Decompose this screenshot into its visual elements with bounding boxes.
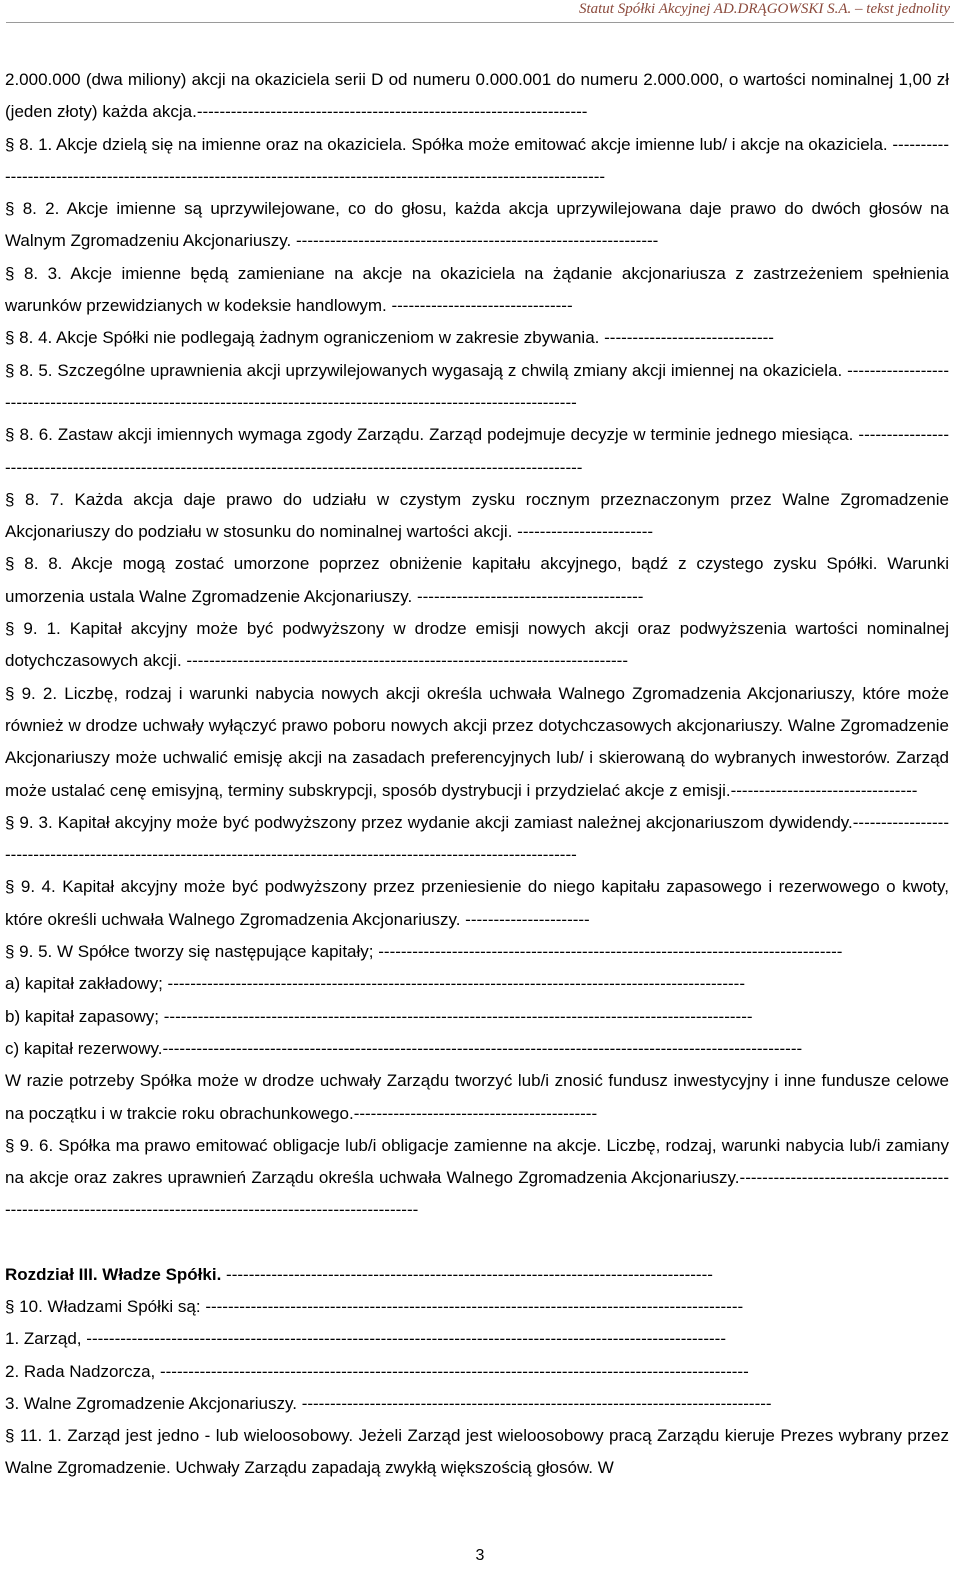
dash-filler: ------------------------------------------- <box>353 1103 598 1123</box>
dash-filler: ------------------------------------------------------------------------------------------------------ <box>167 974 745 994</box>
paragraph-text: 2.000.000 (dwa miliony) akcji na okaziciela serii D od numeru 0.000.001 do numeru 2.000.000, o wartości nominalnej 1,00 zł (jeden złoty) każda akcja. <box>5 70 949 122</box>
paragraph-text: § 8. 8. Akcje mogą zostać umorzone poprzez obniżenie kapitału akcyjnego, bądź z czystego zysku Spółki. Warunki umorzenia ustala Walne Zgromadzenie Akcjonariuszy. <box>5 554 949 606</box>
dash-filler: ----------------------------------------------------------------------------------------------- <box>205 1296 744 1316</box>
paragraph <box>5 419 949 484</box>
paragraph <box>5 871 949 936</box>
authorities-item <box>5 1291 949 1323</box>
paragraph <box>5 1130 949 1227</box>
dash-filler: -------------------------------------------------------------------------------------------------------- <box>163 1006 753 1026</box>
paragraph-text: § 9. 3. Kapitał akcyjny może być podwyższony przez wydanie akcji zamiast należnej akcjonariuszom dywidendy. <box>5 812 853 832</box>
dash-filler: ---------------------------------------------------------------------------------------------------------------------- <box>5 425 949 477</box>
paragraph-text: § 8. 4. Akcje Spółki nie podlegają żadnym ograniczeniom w zakresie zbywania. <box>5 328 600 348</box>
dash-filler: ----------------------------------------------------------------------------------- <box>301 1393 772 1413</box>
dash-filler: ------------------------------------------------------------------------------ <box>186 651 628 671</box>
authorities-item <box>5 1388 949 1420</box>
dash-filler: --------------------------------- <box>730 780 918 800</box>
paragraph-text: a) kapitał zakładowy; <box>5 974 163 994</box>
paragraph-text: § 8. 2. Akcje imienne są uprzywilejowane, co do głosu, każda akcja uprzywilejowana daje prawo do dwóch głosów na Walnym Zgromadzeniu Akcjonariuszy. <box>5 199 949 251</box>
paragraph-text: § 8. 1. Akcje dzielą się na imienne oraz na okaziciela. Spółka może emitować akcje imienne lub/ i akcje na okaziciela. <box>5 134 888 154</box>
dash-filler: ---------------------------------------- <box>416 586 644 606</box>
paragraph-text: b) kapitał zapasowy; <box>5 1006 160 1026</box>
page-number: 3 <box>475 1547 485 1564</box>
paragraph-text: § 9. 6. Spółka ma prawo emitować obligacje lub/i obligacje zamienne na akcje. Liczbę, rodzaj, warunki nabycia lub/i zamiany na akcje oraz zakres uprawnień Zarządu określa uchwała Walnego Zgromadzenia Akcjonariuszy. <box>5 1135 949 1188</box>
chapter-title: Rozdział III. Władze Spółki. <box>5 1264 222 1284</box>
paragraph <box>5 1420 949 1485</box>
capital-item <box>5 968 949 1000</box>
capital-item <box>5 1001 949 1033</box>
section-gap <box>5 1227 949 1259</box>
paragraph <box>5 484 949 549</box>
paragraph <box>5 129 949 194</box>
dash-filler: ------------------------------ <box>604 328 774 348</box>
document-body <box>5 64 949 1485</box>
dash-filler: -------------------------------------------------------------------------------------------------------------------- <box>5 134 949 186</box>
paragraph <box>5 936 949 968</box>
chapter-heading <box>5 1259 949 1291</box>
dash-filler: -------------------------------------------------------------------------------------- <box>226 1264 713 1284</box>
dash-filler: ---------------------------------------------------------------- <box>296 231 659 251</box>
paragraph-text: § 9. 2. Liczbę, rodzaj i warunki nabycia nowych akcji określa uchwała Walnego Zgromadzenia Akcjonariuszy, które może również w drodze uchwały wyłączyć prawo poboru nowych akcji przez dotychczasowych akcjonariuszy. Walne Zgromadzenie Akcjonariuszy może uchwalić emisję akcji na zasadach preferencyjnych lub/ i skierowaną do wybranych inwestorów. Zarząd może ustalać cenę emisyjną, terminy subskrypcji, sposób dystrybucji i przydzielać akcje z emisji. <box>5 683 949 800</box>
paragraph-text: § 8. 7. Każda akcja daje prawo do udziału w czystym zysku rocznym przeznaczonym przez Walne Zgromadzenie Akcjonariuszy do podziału w stosunku do nominalnej wartości akcji. <box>5 489 949 542</box>
authorities-item <box>5 1323 949 1355</box>
paragraph <box>5 613 949 678</box>
authorities-item <box>5 1356 949 1388</box>
paragraph <box>5 355 949 420</box>
dash-filler: ---------------------- <box>465 909 590 929</box>
paragraph-text: § 9. 1. Kapitał akcyjny może być podwyższony w drodze emisji nowych akcji oraz podwyższenia wartości nominalnej dotychczasowych akcji. <box>5 619 949 671</box>
header-rule <box>6 22 954 23</box>
dash-filler: ------------------------ <box>517 522 654 542</box>
paragraph-text: § 8. 5. Szczególne uprawnienia akcji uprzywilejowanych wygasają z chwilą zmiany akcji imiennej na okaziciela. <box>5 360 843 380</box>
dash-filler: ---------------------------------------------------------------------------------------------------------------------- <box>5 812 949 865</box>
dash-filler: -------------------------------- <box>391 296 573 316</box>
paragraph-text: 3. Walne Zgromadzenie Akcjonariuszy. <box>5 1393 297 1413</box>
dash-filler: -------------------------------------------------------------------------------------------------------------- <box>5 1168 949 1220</box>
paragraph-text: c) kapitał rezerwowy. <box>5 1038 163 1058</box>
paragraph <box>5 678 949 807</box>
dash-filler: ---------------------------------------------------------------------------------- <box>378 942 843 962</box>
paragraph <box>5 64 949 129</box>
document-header: Statut Spółki Akcyjnej AD.DRĄGOWSKI S.A. – tekst jednolity <box>578 1 950 17</box>
paragraph-text: § 10. Władzami Spółki są: <box>5 1296 201 1316</box>
paragraph-text: § 8. 3. Akcje imienne będą zamieniane na akcje na okaziciela na żądanie akcjonariusza z zastrzeżeniem spełnienia warunków przewidzianych w kodeksie handlowym. <box>5 263 949 316</box>
dash-filler: ----------------------------------------------------------------------------------------------------------------- <box>162 1038 803 1058</box>
paragraph-text: § 9. 5. W Spółce tworzy się następujące kapitały; <box>5 942 374 962</box>
dash-filler: --------------------------------------------------------------------- <box>196 102 588 122</box>
paragraph <box>5 807 949 872</box>
paragraph <box>5 548 949 613</box>
dash-filler: -------------------------------------------------------------------------------------------------------- <box>159 1361 749 1381</box>
dash-filler: ----------------------------------------------------------------------------------------------------------------- <box>86 1329 726 1349</box>
capital-item <box>5 1033 949 1065</box>
paragraph-text: § 9. 4. Kapitał akcyjny może być podwyższony przez przeniesienie do niego kapitału zapasowego i rezerwowego o kwoty, które określi uchwała Walnego Zgromadzenia Akcjonariuszy. <box>5 877 949 929</box>
paragraph <box>5 258 949 323</box>
paragraph <box>5 322 949 354</box>
dash-filler: ----------------------------------------------------------------------------------------------------------------------- <box>5 360 949 412</box>
paragraph-text: § 8. 6. Zastaw akcji imiennych wymaga zgody Zarządu. Zarząd podejmuje decyzje w terminie jednego miesiąca. <box>5 425 854 445</box>
paragraph-text: W razie potrzeby Spółka może w drodze uchwały Zarządu tworzyć lub/i znosić fundusz inwestycyjny i inne fundusze celowe na początku i w trakcie roku obrachunkowego. <box>5 1071 949 1123</box>
paragraph <box>5 193 949 258</box>
paragraph <box>5 1065 949 1130</box>
paragraph-text: 2. Rada Nadzorcza, <box>5 1361 156 1381</box>
paragraph-text: 1. Zarząd, <box>5 1329 82 1349</box>
paragraph-text: § 11. 1. Zarząd jest jedno - lub wieloosobowy. Jeżeli Zarząd jest wieloosobowy pracą Zarządu kieruje Prezes wybrany przez Walne Zgromadzenie. Uchwały Zarządu zapadają zwykłą większością głosów. W <box>5 1426 949 1478</box>
